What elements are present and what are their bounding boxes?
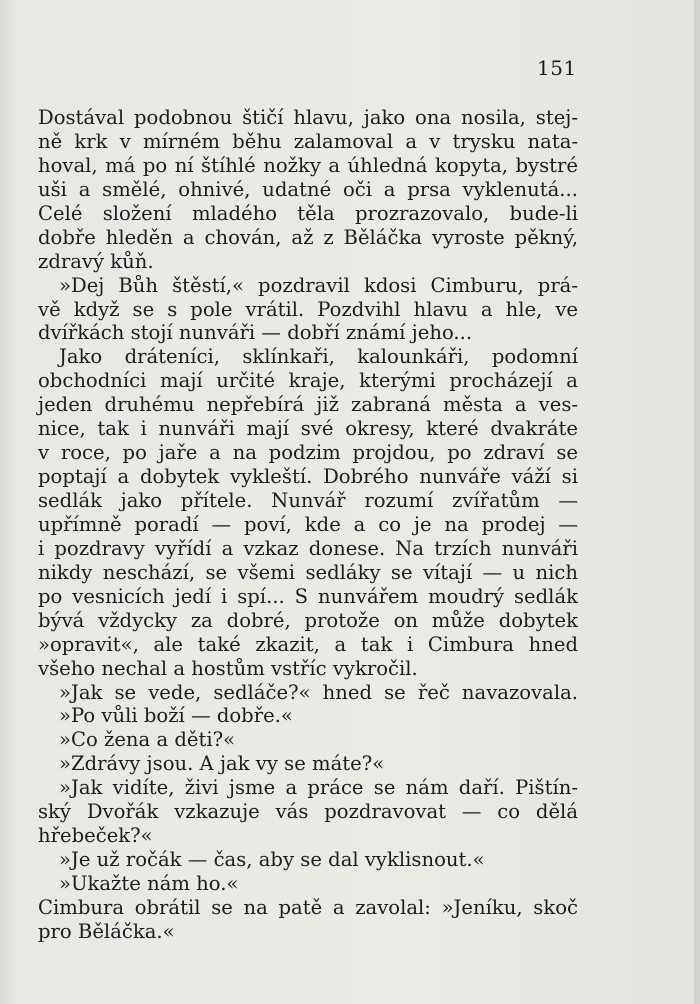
page-edge	[694, 0, 700, 1004]
text-line: ně krk v mírném běhu zalamoval a v trysku nata-	[38, 129, 578, 153]
text-line: bývá vždycky za dobré, protože on může dobytek	[38, 608, 578, 632]
text-line: Cimbura obrátil se na patě a zavolal: »Jeníku, skoč	[38, 895, 578, 919]
text-line: dobře hleděn a chován, až z Běláčka vyroste pěkný,	[38, 225, 578, 249]
text-line: »Je už ročák — čas, aby se dal vyklisnout.«	[59, 848, 485, 872]
text-line: Celé složení mladého těla prozrazovalo, bude-li	[38, 201, 578, 225]
text-line: jeden druhému nepřebírá již zabraná města a ves-	[38, 393, 578, 417]
text-line: v roce, po jaře a na podzim projdou, po zdraví se	[38, 441, 578, 465]
text-line: zdravý kůň.	[38, 249, 154, 273]
text-line: »Zdrávy jsou. A jak vy se máte?«	[59, 752, 385, 776]
text-line: upřímně poradí — poví, kde a co je na prodej —	[38, 512, 578, 536]
text-line: »Ukažte nám ho.«	[59, 872, 239, 895]
text-line: ský Dvořák vzkazuje vás pozdravovat — co dělá	[38, 800, 578, 824]
text-line: po vesnicích jedí i spí... S nunvářem moudrý sedlák	[38, 584, 578, 608]
text-line: sedlák jako přítele. Nunvář rozumí zvířatům —	[38, 489, 578, 512]
text-line: Dostával podobnou štičí hlavu, jako ona nosila, stej-	[38, 106, 578, 129]
text-line: všeho nechal a hostům vstříc vykročil.	[38, 656, 418, 680]
text-line: nice, tak i nunváři mají své okresy, které dvakráte	[38, 417, 578, 441]
text-line: poptají a dobytek vykleští. Dobrého nunváře váží si	[38, 465, 578, 489]
text-line: »Co žena a děti?«	[59, 728, 236, 752]
text-line: hoval, má po ní štíhlé nožky a úhledná kopyta, bystré	[38, 153, 578, 177]
text-line: »opravit«, ale také zkazit, a tak i Cimbura hned	[38, 632, 578, 656]
text-line: vě když se s pole vrátil. Pozdvihl hlavu a hle, ve	[38, 297, 578, 321]
page-number: 151	[537, 56, 577, 80]
text-line: »Jak se vede, sedláče?« hned se řeč navazovala.	[59, 680, 578, 704]
text-line: obchodníci mají určité kraje, kterými procházejí a	[38, 369, 578, 393]
text-line: nikdy neschází, se všemi sedláky se vítají — u nich	[38, 560, 578, 584]
text-line: »Po vůli boží — dobře.«	[59, 704, 293, 728]
text-line: dvířkách stojí nunváři — dobří známí jeho...	[38, 321, 473, 345]
text-line: Jako dráteníci, sklínkaři, kalounkáři, podomní	[59, 345, 578, 369]
text-line: uši a smělé, ohnivé, udatné oči a prsa vyklenutá...	[38, 177, 578, 201]
text-line: »Jak vidíte, živi jsme a práce se nám daří. Pištín-	[59, 776, 578, 800]
text-line: i pozdravy vyřídí a vzkaz donese. Na trzích nunváři	[38, 536, 578, 560]
page-text	[38, 106, 578, 944]
text-line: pro Běláčka.«	[38, 919, 175, 943]
text-line: hřebeček?«	[38, 824, 153, 848]
text-line: »Dej Bůh štěstí,« pozdravil kdosi Cimburu, prá-	[59, 273, 578, 297]
